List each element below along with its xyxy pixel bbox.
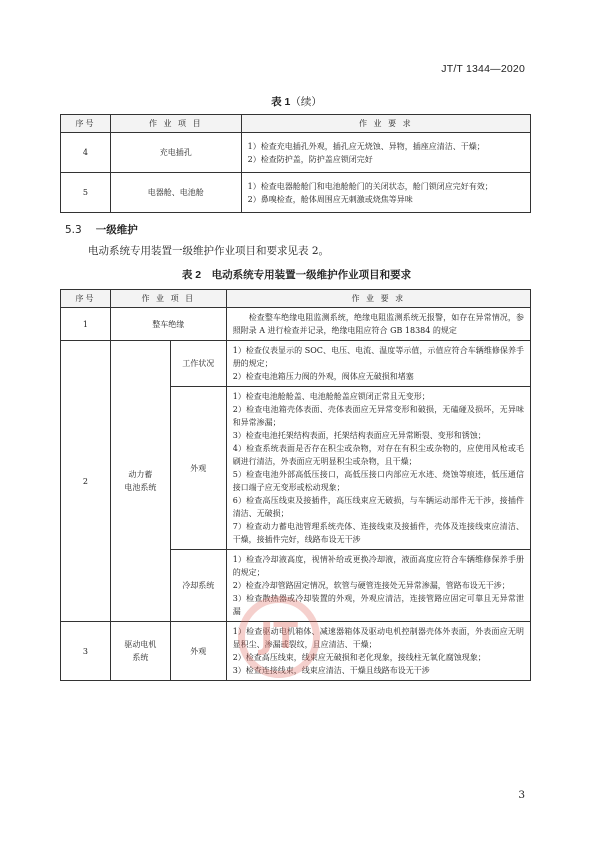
requirement-line: 3）检查连接线束，线束应清洁、干燥且线路布设无干涉 — [232, 666, 430, 675]
requirement-line: 3）检查电池托架结构表面，托架结构表面应无异常断裂、变形和锈蚀； — [232, 431, 486, 440]
watermark-seal: JT — [238, 596, 320, 678]
requirement-line: 1）检查仪表显示的 SOC、电压、电流、温度等示值，示值应符合车辆维修保养手册的规定； — [232, 346, 524, 368]
section-number: 5.3 — [65, 224, 82, 236]
requirement-line: 2）检查电池箱压力阀的外观，阀体应无破损和堵塞 — [232, 372, 414, 381]
requirement-line: 3）检查散热器或冷却装置的外观，外观应清洁，连接管路应固定可靠且无异常泄漏 — [232, 594, 524, 616]
requirement-line: 6）检查高压线束及接插件，高压线束应无破损，与车辆运动部件无干涉，接插件清洁、无破损； — [232, 496, 524, 518]
requirement-line: 1）检查冷却液高度，视情补给或更换冷却液，液面高度应符合车辆维修保养手册的规定； — [232, 555, 524, 577]
column-header: 序号 — [61, 115, 111, 133]
table-row — [61, 308, 531, 341]
table-header-row — [61, 290, 531, 308]
row-requirement: 检查整车绝缘电阻监测系统，绝缘电阻监测系统无报警，如存在异常情况，参照附录 A 进行检查并记录，绝缘电阻应符合 GB 18384 的规定 — [226, 308, 530, 341]
table-row — [61, 133, 531, 173]
row-subitem: 冷却系统 — [170, 550, 226, 622]
requirement-line: 1）检查电池舱舱盖、电池舱舱盖应锁闭正常且无变形； — [232, 392, 430, 401]
row-subitem: 外观 — [170, 622, 226, 681]
column-header: 作 业 要 求 — [241, 115, 530, 133]
requirement-line: 5）检查电池外部高低压接口，高低压接口内部应无水迹、烧蚀等痕迹，低压通信接口端子应无变形或松动现象； — [232, 470, 524, 492]
row-item: 整车绝缘 — [110, 308, 226, 341]
requirement-line: 2）检查冷却管路固定情况，软管与硬管连接处无异常渗漏，管路布设无干涉； — [232, 581, 510, 590]
table1 — [60, 114, 531, 213]
section-title: 一级维护 — [95, 224, 138, 236]
row-number: 3 — [61, 622, 111, 681]
requirement-line: 1）检查充电插孔外观，插孔应无烧蚀、异物，插座应清洁、干燥； — [247, 141, 485, 151]
requirement-line: 2）检查高压线束，线束应无破损和老化现象，接线柱无氧化腐蚀现象； — [232, 653, 486, 662]
requirement-line: 2）鼻嗅检查，舱体周围应无刺激或烧焦等异味 — [247, 194, 413, 204]
row-requirement — [241, 173, 530, 213]
requirement-line: 2）检查防护盖，防护盖应锁闭完好 — [247, 154, 373, 164]
row-requirement — [226, 387, 530, 550]
column-header: 作 业 项 目 — [110, 290, 226, 308]
table-row — [61, 173, 531, 213]
column-header: 作 业 要 求 — [226, 290, 530, 308]
row-requirement — [226, 341, 530, 387]
row-item: 驱动电机 系统 — [110, 622, 170, 681]
row-item: 动力蓄 电池系统 — [110, 341, 170, 622]
row-requirement — [241, 133, 530, 173]
requirement-line: 7）检查动力蓄电池管理系统壳体、连接线束及接插件，壳体及连接线束应清洁、干燥，接插件完好，线路布设无干涉 — [232, 522, 524, 544]
table1-caption-title: 表 1 — [271, 96, 291, 108]
page-number: 3 — [518, 789, 525, 801]
table-header-row — [61, 115, 531, 133]
standard-code: JT/T 1344—2020 — [441, 63, 525, 75]
body-paragraph: 电动系统专用装置一级维护作业项目和要求见表 2。 — [88, 245, 330, 257]
section-heading — [65, 222, 138, 237]
requirement-line: 4）检查系统表面是否存在积尘或杂物，对存在有积尘或杂物的，应使用风枪或毛刷进行清洁，外表面应无明显积尘或杂物，且干燥； — [232, 444, 524, 466]
row-subitem: 工作状况 — [170, 341, 226, 387]
row-number: 1 — [61, 308, 111, 341]
requirement-line: 1）检查驱动电机箱体、减速器箱体及驱动电机控制器壳体外表面，外表面应无明显积尘、渗漏或裂纹，且应清洁、干燥； — [232, 627, 524, 649]
row-number: 2 — [61, 341, 111, 622]
column-header: 作 业 项 目 — [110, 115, 241, 133]
row-item: 充电插孔 — [110, 133, 241, 173]
table1-caption-sub: （续） — [290, 96, 322, 108]
requirement-line: 2）检查电池箱壳体表面、壳体表面应无异常变形和破损，无磕碰及损坏，无异味和异常渗漏； — [232, 405, 524, 427]
row-subitem: 外观 — [170, 387, 226, 550]
column-header: 序号 — [61, 290, 111, 308]
row-number: 4 — [61, 133, 111, 173]
row-number: 5 — [61, 173, 111, 213]
table-row — [61, 341, 531, 387]
table2-caption: 表 2 电动系统专用装置一级维护作业项目和要求 — [181, 269, 412, 281]
row-item: 电器舱、电池舱 — [110, 173, 241, 213]
table1-caption — [0, 94, 593, 109]
requirement-line: 1）检查电器舱舱门和电池舱舱门的关闭状态，舱门锁闭应完好有效； — [247, 181, 493, 191]
